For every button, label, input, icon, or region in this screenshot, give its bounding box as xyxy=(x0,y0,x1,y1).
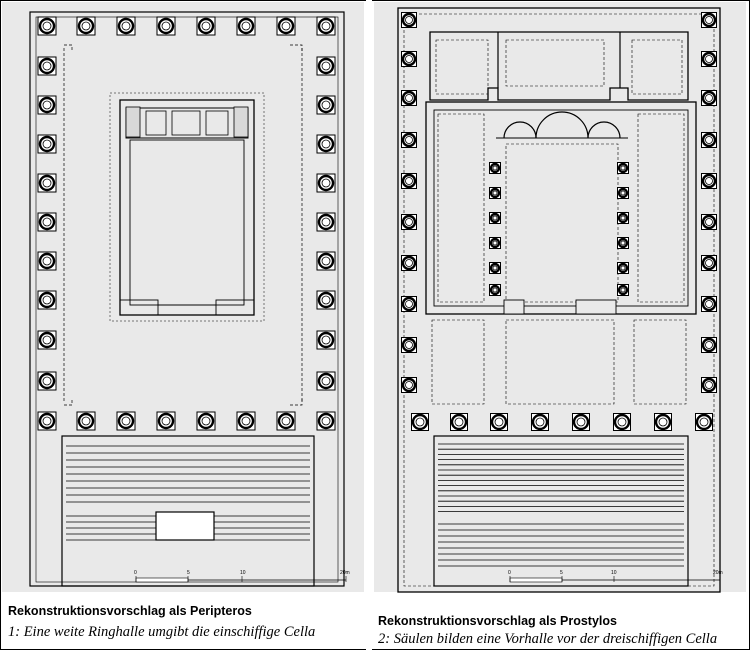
column xyxy=(317,213,335,231)
column xyxy=(702,215,717,230)
left-scale-20: 20m xyxy=(340,570,350,576)
column xyxy=(317,17,335,35)
column xyxy=(490,263,501,274)
left-scale-5: 5 xyxy=(187,570,190,576)
column xyxy=(38,252,56,270)
column xyxy=(38,291,56,309)
left-figure-title: Rekonstruktionsvorschlag als Peripteros xyxy=(8,604,252,618)
column xyxy=(317,57,335,75)
column xyxy=(618,188,629,199)
column xyxy=(157,412,175,430)
column xyxy=(618,285,629,296)
column xyxy=(412,414,429,431)
right-scale-20: 20m xyxy=(713,570,723,576)
column xyxy=(317,135,335,153)
pronaos-porch xyxy=(432,320,686,404)
column xyxy=(38,135,56,153)
column xyxy=(38,331,56,349)
podium-outline xyxy=(30,12,344,586)
stair-block xyxy=(434,436,688,586)
column xyxy=(702,256,717,271)
column xyxy=(702,91,717,106)
column xyxy=(614,414,631,431)
column xyxy=(490,188,501,199)
column xyxy=(402,215,417,230)
front-staircase xyxy=(434,436,688,586)
column xyxy=(77,412,95,430)
right-figure-caption: 2: Säulen bilden eine Vorhalle vor der dreischiffigen Cella xyxy=(378,631,718,647)
left-scale-10: 10 xyxy=(240,570,246,576)
column xyxy=(655,414,672,431)
column xyxy=(451,414,468,431)
podium-outline xyxy=(398,8,720,592)
rear-rooms xyxy=(430,32,688,100)
column xyxy=(317,291,335,309)
column xyxy=(237,17,255,35)
pronaos-bay-3 xyxy=(206,111,228,135)
peristyle-columns xyxy=(38,17,335,430)
column xyxy=(402,297,417,312)
column xyxy=(402,13,417,28)
column xyxy=(402,338,417,353)
anta-right xyxy=(216,300,254,315)
column xyxy=(573,414,590,431)
pronaos-bay-1 xyxy=(146,111,166,135)
cella-outer-wall xyxy=(426,102,696,314)
peripteros-plan xyxy=(30,12,346,586)
column xyxy=(702,174,717,189)
column xyxy=(317,252,335,270)
left-scale-0: 0 xyxy=(134,570,137,576)
column xyxy=(490,163,501,174)
cella xyxy=(110,93,264,321)
prostylos-plan xyxy=(398,8,720,592)
column xyxy=(117,17,135,35)
column xyxy=(491,414,508,431)
right-scale-0: 0 xyxy=(508,570,511,576)
column xyxy=(402,378,417,393)
column xyxy=(402,91,417,106)
column xyxy=(702,52,717,67)
column xyxy=(317,174,335,192)
pronaos xyxy=(126,108,248,138)
column xyxy=(38,412,56,430)
column xyxy=(197,17,215,35)
stair-block xyxy=(62,436,314,586)
interior-colonnade xyxy=(490,163,629,296)
column xyxy=(618,163,629,174)
column xyxy=(237,412,255,430)
cella-inner-wall xyxy=(434,110,688,306)
column xyxy=(696,414,713,431)
three-aisled-cella xyxy=(426,102,696,314)
column xyxy=(402,52,417,67)
column xyxy=(490,213,501,224)
column xyxy=(402,174,417,189)
column xyxy=(618,263,629,274)
column xyxy=(702,338,717,353)
column xyxy=(38,213,56,231)
column xyxy=(618,213,629,224)
right-scale-10: 10 xyxy=(611,570,617,576)
right-figure-title: Rekonstruktionsvorschlag als Prostylos xyxy=(378,614,617,628)
left-figure-caption: 1: Eine weite Ringhalle umgibt die einschiffige Cella xyxy=(8,624,316,640)
column xyxy=(197,412,215,430)
column xyxy=(702,13,717,28)
anta-left xyxy=(120,300,158,315)
column xyxy=(490,238,501,249)
column xyxy=(702,133,717,148)
column xyxy=(402,256,417,271)
pronaos-bay-2 xyxy=(172,111,200,135)
column xyxy=(38,372,56,390)
column xyxy=(277,412,295,430)
podium-inner-outline xyxy=(36,17,338,582)
stair-left xyxy=(126,107,140,137)
column xyxy=(702,378,717,393)
column xyxy=(532,414,549,431)
cella-inner-room xyxy=(130,140,244,305)
altar-base xyxy=(156,512,214,540)
column xyxy=(38,17,56,35)
column xyxy=(157,17,175,35)
column xyxy=(702,297,717,312)
stair-right xyxy=(234,107,248,137)
column xyxy=(490,285,501,296)
column xyxy=(618,238,629,249)
column xyxy=(317,372,335,390)
column xyxy=(317,96,335,114)
column xyxy=(117,412,135,430)
column xyxy=(38,57,56,75)
column xyxy=(77,17,95,35)
right-scale-5: 5 xyxy=(560,570,563,576)
column xyxy=(317,331,335,349)
column xyxy=(38,96,56,114)
column xyxy=(38,174,56,192)
front-staircase xyxy=(62,436,314,586)
column xyxy=(402,133,417,148)
column xyxy=(277,17,295,35)
peristyle-columns xyxy=(402,13,717,431)
stylobate-dashed-lines xyxy=(64,45,302,405)
column xyxy=(317,412,335,430)
